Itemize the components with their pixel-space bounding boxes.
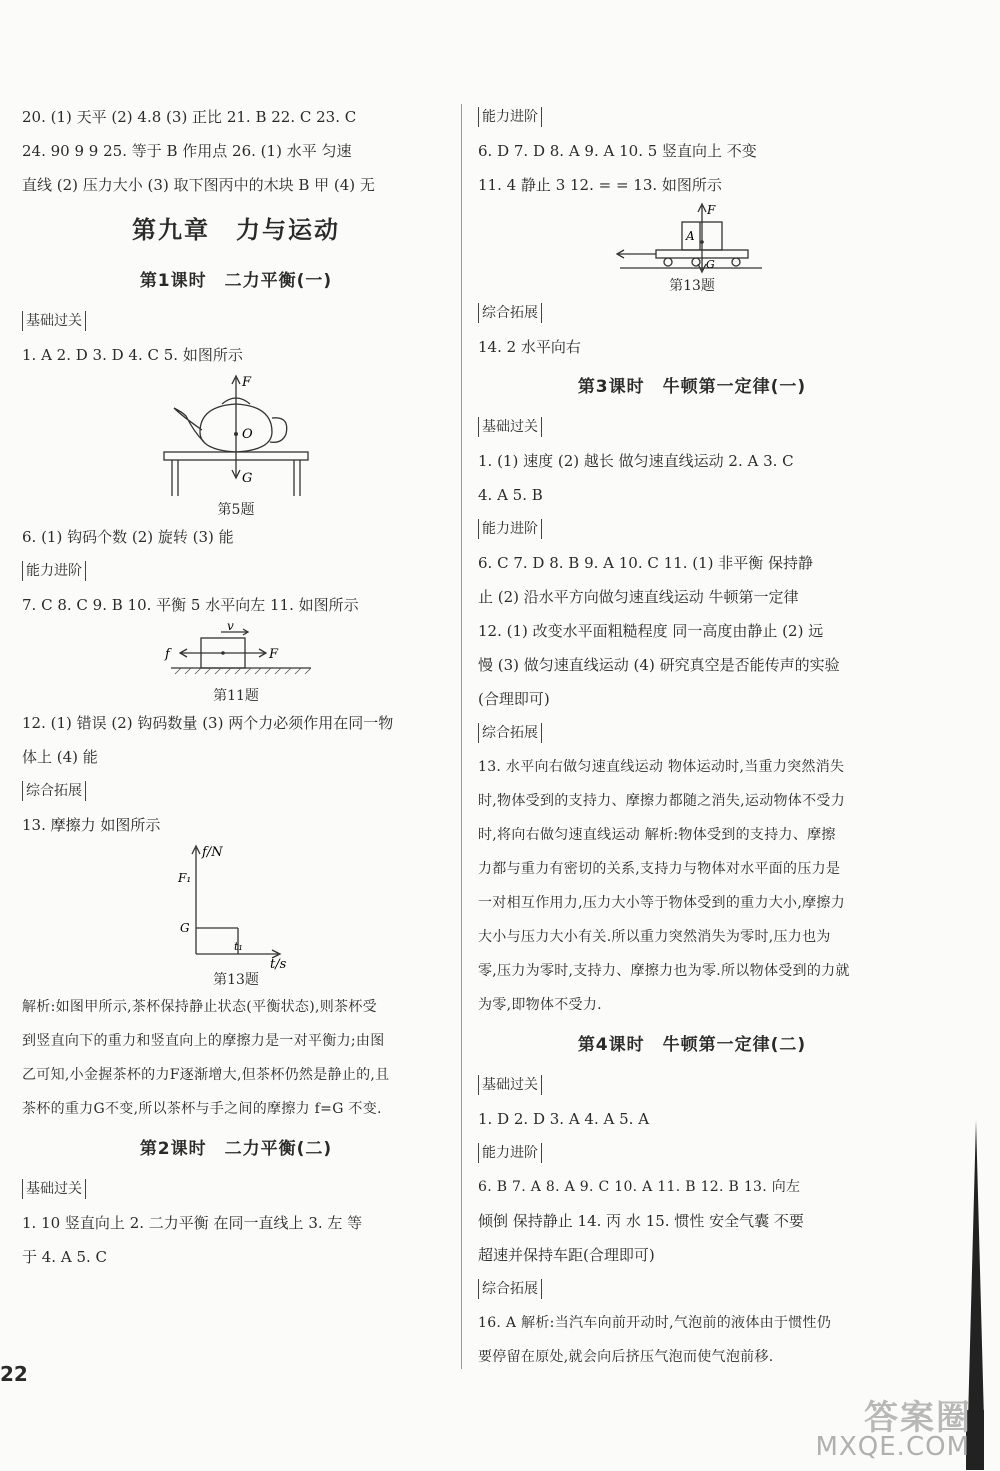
lesson-title: 第1课时 二力平衡(一): [139, 271, 333, 291]
time-tick-label: t₁: [234, 940, 243, 953]
figure-caption: 第11题: [213, 688, 259, 704]
block-label: A: [686, 229, 695, 243]
force-label: F: [242, 375, 252, 390]
answer-line: 1. 10 竖直向上 2. 二力平衡 在同一直线上 3. 左 等: [22, 1214, 363, 1232]
cart-figure: [612, 202, 772, 276]
chapter-title: 第九章 力与运动: [132, 216, 340, 244]
explanation-line: 茶杯的重力G不变,所以茶杯与手之间的摩擦力 f=G 不变.: [22, 1101, 382, 1117]
lesson-title: 第3课时 牛顿第一定律(一): [577, 377, 807, 397]
explanation-line: 零,压力为零时,支持力、摩擦力也为零.所以物体受到的力就: [478, 963, 850, 979]
column-divider: [461, 104, 462, 1369]
answer-line: 倾倒 保持静止 14. 丙 水 15. 惯性 安全气囊 不要: [478, 1212, 804, 1230]
section-tag: 综合拓展: [22, 781, 86, 801]
answer-line: (合理即可): [478, 690, 550, 708]
answer-line: 4. A 5. B: [478, 486, 543, 504]
section-tag: 综合拓展: [478, 723, 542, 743]
right-column: [478, 100, 906, 1374]
answer-line: 14. 2 水平向右: [478, 338, 581, 356]
answer-line: 7. C 8. C 9. B 10. 平衡 5 水平向左 11. 如图所示: [22, 596, 359, 614]
x-axis-label: t/s: [270, 957, 287, 970]
explanation-line: 时,物体受到的支持力、摩擦力都随之消失,运动物体不受力: [478, 793, 845, 809]
section-tag: 基础过关: [22, 1179, 86, 1199]
force-label: F: [269, 647, 279, 662]
figure-caption: 第13题: [669, 278, 715, 294]
section-tag: 能力进阶: [478, 519, 542, 539]
answer-line: 13. 摩擦力 如图所示: [22, 816, 161, 834]
answer-line: 6. C 7. D 8. B 9. A 10. C 11. (1) 非平衡 保持静: [478, 554, 814, 572]
explanation-line: 力都与重力有密切的关系,支持力与物体对水平面的压力是: [478, 861, 841, 877]
section-tag: 基础过关: [478, 1075, 542, 1095]
gravity-tick-label: G: [180, 921, 190, 935]
answer-line: 11. 4 静止 3 12. = = 13. 如图所示: [478, 176, 722, 194]
answer-line: 体上 (4) 能: [22, 748, 98, 766]
y-axis-label: f/N: [202, 845, 223, 860]
gravity-label: G: [706, 258, 715, 271]
friction-label: f: [165, 647, 170, 662]
explanation-line: 16. A 解析:当汽车向前开动时,气泡前的液体由于惯性仍: [478, 1315, 832, 1331]
lesson-title: 第4课时 牛顿第一定律(二): [577, 1035, 807, 1055]
page-number: 22: [0, 1362, 28, 1386]
answer-line: 1. A 2. D 3. D 4. C 5. 如图所示: [22, 346, 243, 364]
velocity-label: v: [227, 622, 234, 633]
explanation-line: 到竖直向下的重力和竖直向上的摩擦力是一对平衡力;由图: [22, 1033, 385, 1049]
explanation-line: 13. 水平向右做匀速直线运动 物体运动时,当重力突然消失: [478, 759, 845, 775]
answer-line: 6. B 7. A 8. A 9. C 10. A 11. B 12. B 13. 向左: [478, 1179, 801, 1195]
figure-caption: 第13题: [213, 972, 259, 988]
answer-line: 超速并保持车距(合理即可): [478, 1246, 655, 1264]
teapot-figure: [156, 372, 316, 500]
answer-line: 慢 (3) 做匀速直线运动 (4) 研究真空是否能传声的实验: [478, 656, 840, 674]
binding-shadow: [968, 1120, 984, 1420]
explanation-line: 大小与压力大小有关.所以重力突然消失为零时,压力也为: [478, 929, 831, 945]
watermark-logo: 答案圈: [864, 1398, 972, 1438]
answer-line: 于 4. A 5. C: [22, 1248, 108, 1266]
force-label: F: [707, 203, 716, 217]
answer-line: 24. 90 9 9 25. 等于 B 作用点 26. (1) 水平 匀速: [22, 142, 352, 160]
explanation-line: 为零,即物体不受力.: [478, 997, 602, 1013]
explanation-line: 乙可知,小金握茶杯的力F逐渐增大,但茶杯仍然是静止的,且: [22, 1067, 390, 1083]
section-tag: 综合拓展: [478, 1279, 542, 1299]
answer-line: 1. D 2. D 3. A 4. A 5. A: [478, 1110, 650, 1128]
answer-line: 直线 (2) 压力大小 (3) 取下图丙中的木块 B 甲 (4) 无: [22, 176, 375, 194]
block-force-figure: [161, 622, 311, 686]
section-tag: 基础过关: [478, 417, 542, 437]
answer-line: 12. (1) 错误 (2) 钩码数量 (3) 两个力必须作用在同一物: [22, 714, 394, 732]
answer-line: 1. (1) 速度 (2) 越长 做匀速直线运动 2. A 3. C: [478, 452, 794, 470]
answer-line: 12. (1) 改变水平面粗糙程度 同一高度由静止 (2) 远: [478, 622, 824, 640]
explanation-line: 要停留在原处,就会向后挤压气泡而使气泡前移.: [478, 1349, 774, 1365]
explanation-line: 解析:如图甲所示,茶杯保持静止状态(平衡状态),则茶杯受: [22, 999, 377, 1015]
watermark-url: MXQE.COM: [815, 1432, 970, 1462]
section-tag: 能力进阶: [478, 1143, 542, 1163]
gravity-label: G: [242, 471, 253, 486]
force-tick-label: F₁: [178, 871, 192, 885]
explanation-line: 一对相互作用力,压力大小等于物体受到的重力大小,摩擦力: [478, 895, 845, 911]
friction-time-graph: [166, 842, 306, 970]
figure-caption: 第5题: [217, 502, 255, 518]
explanation-line: 时,将向右做匀速直线运动 解析:物体受到的支持力、摩擦: [478, 827, 836, 843]
lesson-title: 第2课时 二力平衡(二): [139, 1139, 333, 1159]
section-tag: 综合拓展: [478, 303, 542, 323]
answer-line: 6. D 7. D 8. A 9. A 10. 5 竖直向上 不变: [478, 142, 757, 160]
center-label: O: [242, 427, 253, 442]
section-tag: 能力进阶: [22, 561, 86, 581]
answer-line: 6. (1) 钩码个数 (2) 旋转 (3) 能: [22, 528, 234, 546]
answer-line: 止 (2) 沿水平方向做匀速直线运动 牛顿第一定律: [478, 588, 799, 606]
section-tag: 能力进阶: [478, 107, 542, 127]
section-tag: 基础过关: [22, 311, 86, 331]
left-column: [22, 100, 450, 1274]
answer-line: 20. (1) 天平 (2) 4.8 (3) 正比 21. B 22. C 23. C: [22, 108, 357, 126]
